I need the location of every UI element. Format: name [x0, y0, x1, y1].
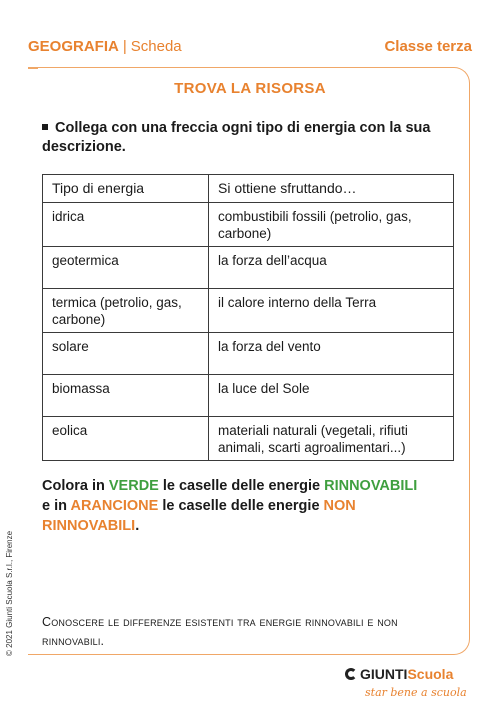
table-row [43, 333, 454, 375]
coloring-text: le caselle delle energie [158, 498, 324, 514]
energy-cell[interactable]: eolica [43, 417, 209, 461]
energy-cell[interactable]: solare [43, 333, 209, 375]
table-header-row [43, 175, 454, 203]
word-arancione: ARANCIONE [70, 498, 159, 514]
table-row [43, 289, 454, 333]
bullet-icon [42, 124, 48, 130]
coloring-text: le caselle delle energie [158, 478, 325, 494]
instruction-text: Collega con una freccia ogni tipo di energia con la sua descrizione. [42, 120, 431, 155]
frame-corner [28, 67, 38, 69]
energy-cell[interactable]: idrica [43, 203, 209, 247]
word-non: NON [323, 498, 356, 514]
word-rinnovabili: RINNOVABILI [324, 478, 418, 494]
coloring-instruction [42, 476, 462, 536]
table-row [43, 247, 454, 289]
subject-name: GEOGRAFIA [28, 38, 119, 55]
energy-cell[interactable]: geotermica [43, 247, 209, 289]
logo-tagline: star bene a scuola [365, 686, 467, 699]
logo-wordmark [345, 666, 453, 682]
coloring-text: e in [42, 498, 71, 514]
description-cell: la forza del vento [209, 333, 454, 375]
description-cell: materiali naturali (vegetali, rifiuti animali, scarti agroalimentari...) [209, 417, 454, 461]
logo-brand: GIUNTI [360, 666, 408, 682]
coloring-text: Colora in [42, 478, 109, 494]
energy-cell[interactable]: biomassa [43, 375, 209, 417]
table-row [43, 417, 454, 461]
description-cell: la forza dell’acqua [209, 247, 454, 289]
publisher-logo [345, 666, 465, 702]
description-cell: combustibili fossili (petrolio, gas, carbone) [209, 203, 454, 247]
instruction [42, 119, 442, 157]
table-row [43, 375, 454, 417]
page-header [28, 38, 472, 60]
learning-objective: Conoscere le differenze esistenti tra energie rinnovabili e non rinnovabili. [42, 615, 398, 648]
logo-g-icon [345, 668, 357, 680]
table-row [43, 203, 454, 247]
coloring-text: . [135, 518, 140, 534]
logo-brand-scuola: Scuola [407, 666, 454, 682]
word-verde: VERDE [108, 478, 159, 494]
class-label: Classe terza [384, 38, 472, 55]
description-cell: la luce del Sole [209, 375, 454, 417]
word-non-rinnovabili: RINNOVABILI [42, 518, 136, 534]
energy-cell[interactable]: termica (petrolio, gas, carbone) [43, 289, 209, 333]
header-separator: | [122, 38, 127, 55]
sheet-type: Scheda [130, 38, 182, 55]
copyright-notice: © 2021 Giunti Scuola S.r.l., Firenze [5, 530, 14, 656]
subject-label [28, 38, 182, 55]
energy-table [42, 174, 454, 461]
column-header-type: Tipo di energia [43, 175, 209, 203]
description-cell: il calore interno della Terra [209, 289, 454, 333]
column-header-description: Si ottiene sfruttando… [209, 175, 454, 203]
worksheet-title: TROVA LA RISORSA [174, 80, 326, 97]
